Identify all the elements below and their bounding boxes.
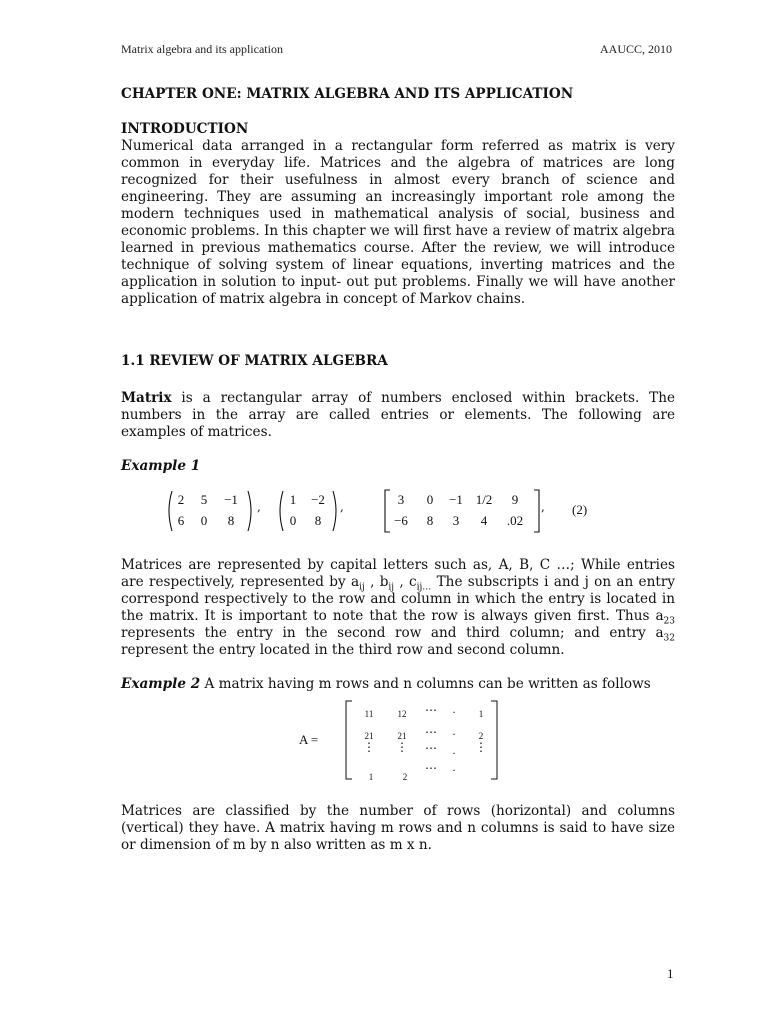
matrix-2-cell: 8 bbox=[314, 513, 322, 528]
general-matrix-cell: 21 bbox=[397, 731, 407, 741]
general-matrix-cell: 11 bbox=[364, 709, 374, 719]
subscript: ij… bbox=[416, 582, 432, 593]
matrix-3-cell: 1/2 bbox=[475, 492, 493, 507]
section-heading: 1.1 REVIEW OF MATRIX ALGEBRA bbox=[121, 353, 388, 369]
introduction-heading: INTRODUCTION bbox=[121, 121, 249, 137]
matrix-1-cell: 2 bbox=[177, 492, 185, 507]
matrix-1-cell: −1 bbox=[224, 492, 238, 507]
matrix-1 bbox=[165, 489, 257, 533]
general-matrix-cell: · bbox=[452, 727, 456, 741]
example-2-label: Example 2 bbox=[121, 676, 201, 692]
entries-text: represent the entry located in the third row and second column. bbox=[121, 642, 565, 658]
matrix-3-cell: 9 bbox=[511, 492, 519, 507]
general-matrix-cell: 1 bbox=[478, 709, 484, 719]
general-matrix-cell: ⋮ bbox=[363, 740, 375, 754]
general-matrix-cell: ⋯ bbox=[425, 761, 437, 775]
matrix-definition bbox=[121, 390, 675, 441]
general-matrix-cell: 21 bbox=[364, 731, 374, 741]
entries-text: represents the entry in the second row and third column; and entry a bbox=[121, 625, 664, 641]
matrix-3-comma: , bbox=[541, 500, 545, 514]
matrix-3-cell: 8 bbox=[426, 513, 434, 528]
matrix-2-cell: −2 bbox=[311, 492, 325, 507]
matrix-1-comma: , bbox=[257, 500, 261, 514]
example-1-label: Example 1 bbox=[121, 458, 201, 474]
entries-text: The subscripts i and j on an entry correspond respectively to the row and column in which the entry is located in the matrix. It is important to note that the row is always given first. Thus a bbox=[121, 574, 676, 624]
matrix-3-cell: 0 bbox=[426, 492, 434, 507]
entries-text: Matrices are represented by capital letters such as, A, B, C …; While entries are respectively, represented by a bbox=[121, 557, 675, 590]
matrix-1-cell: 5 bbox=[200, 492, 208, 507]
subscript: ij bbox=[359, 582, 365, 593]
matrix-2 bbox=[276, 489, 340, 533]
matrix-2-cell: 0 bbox=[289, 513, 297, 528]
general-matrix-cell: ⋯ bbox=[425, 741, 437, 755]
matrix-1-cell: 8 bbox=[227, 513, 235, 528]
general-matrix-cell: . bbox=[452, 743, 456, 757]
equation-number: (2) bbox=[572, 502, 588, 517]
matrix-3-cell: −6 bbox=[394, 513, 408, 528]
matrix-2-cell: 1 bbox=[289, 492, 297, 507]
introduction-paragraph: Numerical data arranged in a rectangular form referred as matrix is very common in everyday life. Matrices and the algebra of matrices are long recognized for their usefulness in almost every branch of science and engineering. They are assuming an increasingly important role among the modern techniques used in mathematical analysis of social, business and economic problems. In this chapter we will first have a review of matrix algebra learned in previous mathematics course. After the review, we will introduce technique of solving system of linear equations, inverting matrices and the application in solution to input- out put problems. Finally we will have another application of matrix algebra in concept of Markov chains. bbox=[121, 138, 675, 307]
general-matrix-cell: · bbox=[452, 763, 456, 777]
subscript: ij bbox=[388, 582, 395, 593]
page-number: 1 bbox=[667, 966, 674, 981]
page-content bbox=[121, 86, 675, 854]
matrix-definition-text: is a rectangular array of numbers enclosed within brackets. The numbers in the array are called entries or elements. The following are examples of matrices. bbox=[121, 390, 675, 440]
entries-text: , b bbox=[364, 574, 389, 590]
example-2-text: A matrix having m rows and n columns can be written as follows bbox=[200, 676, 651, 692]
subscript: 32 bbox=[663, 633, 675, 644]
chapter-title: CHAPTER ONE: MATRIX ALGEBRA AND ITS APPLICATION bbox=[121, 86, 574, 102]
general-matrix-cell: ⋯ bbox=[425, 703, 437, 717]
entries-paragraph bbox=[121, 557, 675, 659]
general-matrix-cell: ⋯ bbox=[425, 725, 437, 739]
running-header-title: Matrix algebra and its application bbox=[121, 42, 283, 56]
general-matrix-cell: 1 bbox=[368, 772, 374, 782]
entries-text: , c bbox=[394, 574, 417, 590]
matrix-1-cell: 6 bbox=[177, 513, 185, 528]
matrix-1-cell: 0 bbox=[200, 513, 208, 528]
matrix-3-cell: 3 bbox=[397, 492, 405, 507]
matrix-3-cell: .02 bbox=[506, 513, 524, 528]
general-matrix-cell: 2 bbox=[402, 772, 408, 782]
matrix-term: Matrix bbox=[121, 390, 172, 406]
classification-paragraph: Matrices are classified by the number of rows (horizontal) and columns (vertical) they have. A matrix having m rows and n columns is said to have size or dimension of m by n also written as m x n. bbox=[121, 803, 675, 853]
general-matrix-cell: ⋮ bbox=[396, 740, 408, 754]
matrix-3-cell: 3 bbox=[452, 513, 460, 528]
subscript: 23 bbox=[663, 616, 675, 627]
general-matrix-cell: ⋮ bbox=[475, 740, 487, 754]
matrix-3-cell: −1 bbox=[449, 492, 463, 507]
general-matrix-cell: 2 bbox=[478, 731, 484, 741]
example-2-paragraph bbox=[121, 676, 675, 693]
matrix-2-comma: , bbox=[340, 500, 344, 514]
general-matrix-cell: · bbox=[452, 705, 456, 719]
running-header-source: AAUCC, 2010 bbox=[599, 42, 672, 56]
matrix-3 bbox=[383, 489, 541, 533]
general-matrix-cell: 12 bbox=[397, 709, 407, 719]
general-matrix-label: A = bbox=[299, 732, 319, 747]
matrix-3-cell: 4 bbox=[480, 513, 488, 528]
example-1-matrices bbox=[121, 489, 675, 541]
general-matrix bbox=[121, 699, 675, 781]
